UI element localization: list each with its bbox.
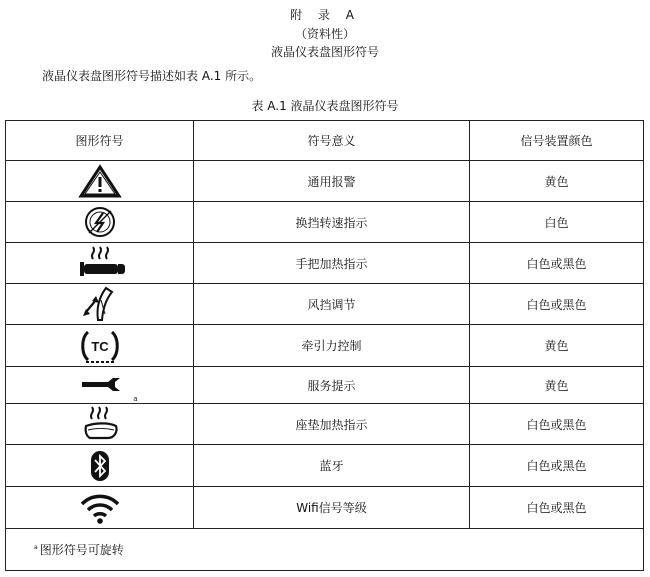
header-meaning: 符号意义: [194, 121, 470, 161]
meaning-cell: 风挡调节: [194, 284, 470, 325]
color-cell: 白色或黑色: [470, 284, 644, 325]
meaning-cell: 手把加热指示: [194, 243, 470, 284]
color-cell: 白色或黑色: [470, 487, 644, 529]
table-row: [6, 487, 644, 529]
bluetooth-icon: [74, 448, 126, 484]
appendix-title: 液晶仪表盘图形符号: [270, 45, 379, 59]
windshield-adjust-icon: [74, 286, 126, 322]
table-note-row: [6, 529, 644, 571]
table-row: [6, 202, 644, 243]
appendix-heading: 附 录 A: [290, 8, 360, 22]
footnote-marker: a: [133, 395, 138, 403]
meaning-cell: 通用报警: [194, 161, 470, 202]
table-row: [6, 284, 644, 325]
color-cell: 白色: [470, 202, 644, 243]
meaning-cell: 座垫加热指示: [194, 404, 470, 445]
intro-paragraph: 液晶仪表盘图形符号描述如表 A.1 所示。: [42, 69, 262, 83]
color-cell: 黄色: [470, 161, 644, 202]
color-cell: 白色或黑色: [470, 404, 644, 445]
table-row: [6, 445, 644, 487]
meaning-cell: 服务提示: [194, 367, 470, 404]
color-cell: 黄色: [470, 367, 644, 404]
warning-triangle-icon: [74, 163, 126, 199]
svg-text:TC: TC: [90, 338, 109, 354]
heated-grip-icon: [74, 245, 126, 281]
table-row: [6, 367, 644, 404]
meaning-cell: 换挡转速指示: [194, 202, 470, 243]
table-row: [6, 161, 644, 202]
symbol-table: [5, 120, 644, 571]
table-row: [6, 325, 644, 367]
table-row: [6, 243, 644, 284]
table-header-row: [6, 121, 644, 161]
wifi-icon: [74, 490, 126, 526]
heated-seat-icon: [74, 406, 126, 442]
meaning-cell: 蓝牙: [194, 445, 470, 487]
color-cell: 黄色: [470, 325, 644, 367]
informative-label: （资料性）: [294, 27, 355, 41]
shift-indicator-icon: [74, 204, 126, 240]
traction-control-icon: [74, 328, 126, 364]
meaning-cell: Wifi信号等级: [194, 487, 470, 529]
wrench-service-icon: [74, 367, 138, 403]
meaning-cell: 牵引力控制: [194, 325, 470, 367]
header-color: 信号装置颜色: [470, 121, 644, 161]
table-row: [6, 404, 644, 445]
color-cell: 白色或黑色: [470, 243, 644, 284]
header-symbol: 图形符号: [6, 121, 194, 161]
table-caption: 表 A.1 液晶仪表盘图形符号: [251, 99, 399, 113]
table-note: 图形符号可旋转: [39, 543, 124, 557]
color-cell: 白色或黑色: [470, 445, 644, 487]
note-marker: a: [34, 544, 38, 551]
